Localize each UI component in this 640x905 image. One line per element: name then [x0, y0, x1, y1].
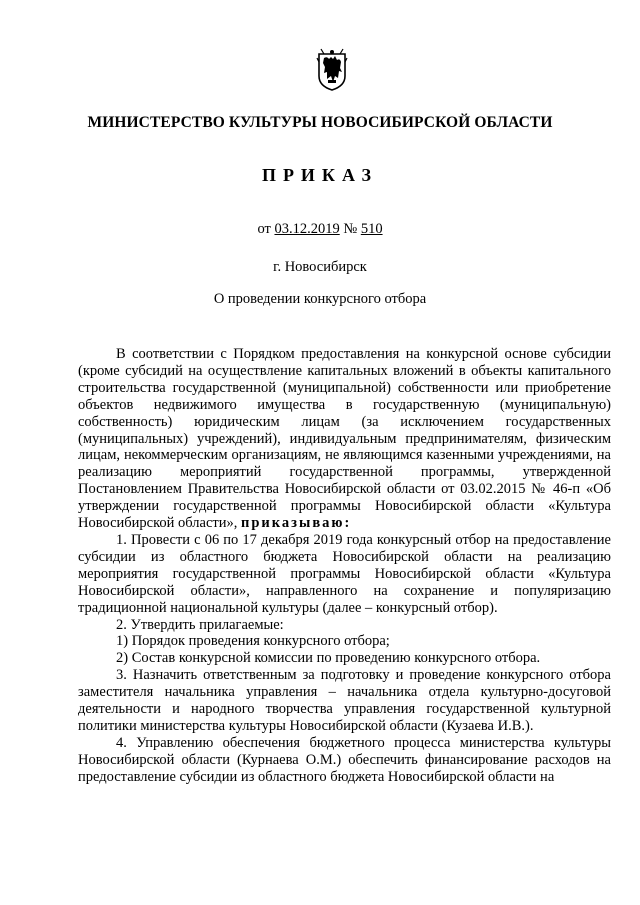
item-4: 4. Управлению обеспечения бюджетного процесса министерства культуры Новосибирской области (Курнаева О.М.) обеспечить финансирование расходов на предоставление субсидии из областного бюджета Новосибирской области на [78, 734, 611, 785]
coat-of-arms-icon [314, 46, 350, 92]
order-body [78, 346, 611, 786]
item-1: 1. Провести с 06 по 17 декабря 2019 года конкурсный отбор на предоставление субсидии из областного бюджета Новосибирской области на реализацию мероприятия государственной программы Новосибирской области «Культура Новосибирской области», направленного на сохранение и популяризацию традиционной национальной культуры (далее – конкурсный отбор). [78, 531, 611, 616]
order-date: 03.12.2019 [274, 221, 340, 237]
city: г. Новосибирск [273, 259, 367, 275]
preamble-paragraph [78, 346, 611, 532]
item-2-2: 2) Состав конкурсной комиссии по проведению конкурсного отбора. [116, 650, 541, 667]
preamble-text: В соответствии с Порядком предоставления на конкурсной основе субсидии (кроме субсидий на осуществление капитальных вложений в объекты капитального строительства государственной (муниципальной) собственности или приобретение объектов недвижимого имущества в государственную (муниципальную) собственность) юридическим лицам (за исключением государственных (муниципальных) учреждений), индивидуальным предпринимателям, физическим лицам, некоммерческим организациям, не являющимся казенными учреждениями, на реализацию мероприятий государственной программы, утвержденной Постановлением Правительства Новосибирской области от 03.02.2015 № 46-п «Об утверждении государственной программы Новосибирской области «Культура Новосибирской области», [78, 346, 611, 532]
order-subject: О проведении конкурсного отбора [213, 291, 427, 307]
ministry-name: МИНИСТЕРСТВО КУЛЬТУРЫ НОВОСИБИРСКОЙ ОБЛАСТИ [87, 114, 553, 131]
item-2: 2. Утвердить прилагаемые: [116, 616, 284, 633]
date-prefix: от [257, 221, 275, 237]
order-date-number [0, 221, 640, 238]
number-sign: № [339, 221, 361, 237]
item-3: 3. Назначить ответственным за подготовку и проведение конкурсного отбора заместителя начальника управления – начальника отдела культурно-досуговой деятельности и народного творчества управления государственной культурной политики министерства культуры Новосибирской области (Кузаева И.В.). [78, 667, 611, 734]
order-word: приказываю: [241, 515, 352, 532]
item-2-1: 1) Порядок проведения конкурсного отбора; [116, 633, 390, 650]
document-type-title: ПРИКАЗ [261, 165, 379, 185]
order-number: 510 [360, 221, 383, 237]
